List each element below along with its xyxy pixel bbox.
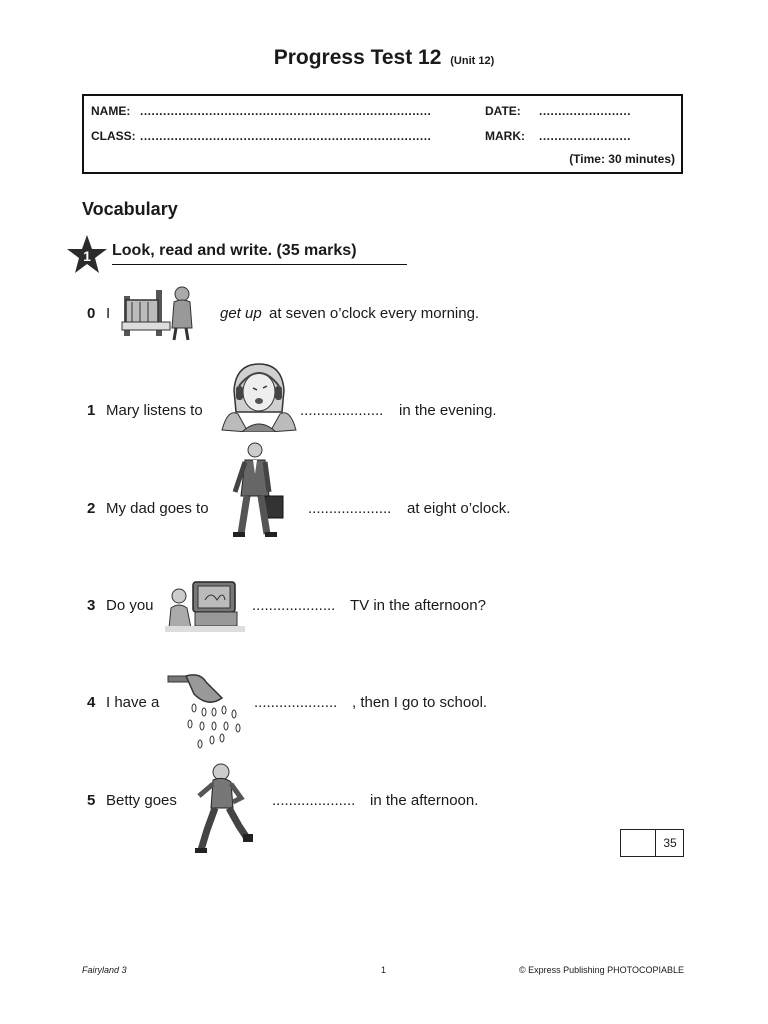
- item-text-before: Do you: [106, 597, 154, 614]
- task-number: 1: [83, 248, 91, 264]
- mark-label: MARK:: [485, 129, 525, 143]
- item-text-before: I have a: [106, 694, 160, 711]
- item-number: 3: [87, 597, 96, 614]
- answer-blank[interactable]: ....................: [272, 792, 356, 809]
- class-label: CLASS:: [91, 129, 136, 143]
- item-text-after: in the evening.: [399, 402, 497, 419]
- businessman-icon: [225, 440, 287, 540]
- girl-headphones-icon: [218, 360, 300, 432]
- answer-blank[interactable]: ....................: [252, 597, 336, 614]
- shower-icon: [166, 668, 246, 754]
- score-entry[interactable]: [621, 830, 656, 856]
- score-box: [620, 829, 684, 857]
- task-underline: [112, 264, 407, 265]
- item-text-before: Mary listens to: [106, 402, 203, 419]
- answer-blank[interactable]: ....................: [308, 500, 392, 517]
- section-heading: Vocabulary: [82, 199, 178, 219]
- item-number: 4: [87, 694, 96, 711]
- bed-icon: [120, 280, 210, 344]
- task-instruction: [66, 234, 411, 270]
- footer-book-title: Fairyland 3: [82, 965, 127, 975]
- item-text-after: , then I go to school.: [352, 694, 488, 711]
- footer-copyright: © Express Publishing PHOTOCOPIABLE: [518, 965, 684, 975]
- example-answer: get up: [220, 305, 262, 322]
- item-text-before: Betty goes: [106, 792, 177, 809]
- mark-field[interactable]: ........................: [539, 129, 632, 143]
- student-info-box: [82, 94, 683, 174]
- time-limit: (Time: 30 minutes): [569, 152, 675, 166]
- item-number: 1: [87, 402, 96, 419]
- name-field[interactable]: ............................................................................: [140, 104, 432, 118]
- date-label: DATE:: [485, 104, 521, 118]
- page-title: [0, 46, 768, 70]
- item-text-after: TV in the afternoon?: [350, 597, 486, 614]
- star-icon: [66, 234, 108, 274]
- page-number: 1: [381, 965, 387, 975]
- item-text-before: My dad goes to: [106, 500, 209, 517]
- item-number: 0: [87, 305, 96, 322]
- answer-blank[interactable]: ....................: [254, 694, 338, 711]
- item-text-after: in the afternoon.: [370, 792, 479, 809]
- item-text-after: at eight o’clock.: [407, 500, 511, 517]
- date-field[interactable]: ........................: [539, 104, 632, 118]
- title-unit: (Unit 12): [450, 55, 495, 67]
- running-boy-icon: [193, 762, 255, 862]
- task-text: Look, read and write. (35 marks): [112, 242, 357, 259]
- item-text-before: I: [106, 305, 111, 322]
- title-main: Progress Test 12: [273, 46, 442, 69]
- tv-icon: [165, 576, 245, 632]
- item-number: 2: [87, 500, 96, 517]
- item-text-after: at seven o’clock every morning.: [269, 305, 480, 322]
- score-total: 35: [663, 836, 677, 850]
- item-number: 5: [87, 792, 96, 809]
- class-field[interactable]: ............................................................................: [140, 129, 432, 143]
- name-label: NAME:: [91, 104, 131, 118]
- answer-blank[interactable]: ....................: [300, 402, 384, 419]
